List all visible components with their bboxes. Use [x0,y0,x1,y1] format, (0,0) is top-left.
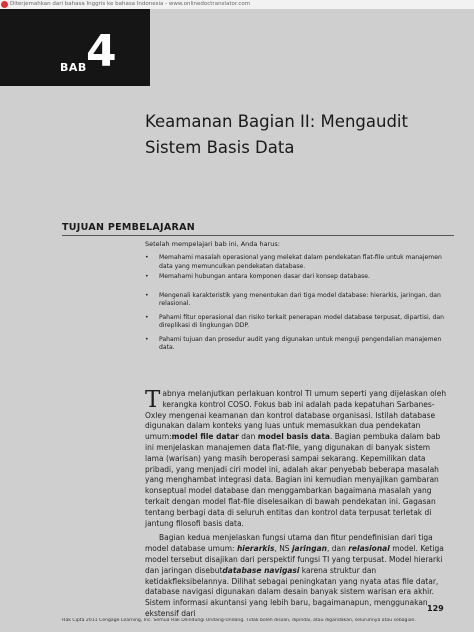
copyright-footer: Hak Cipta 2011 Cengage Learning, Inc. Semua Hak Dilindungi Undang-Undang. Tidak boleh disalin, dipindai, atau digandakan, seluruhnya atau sebagian. [62,618,416,623]
chapter-block [0,9,150,86]
p2-text: karena struktur dan ketidakfleksibelannya. Dilihat sebagai peningkatan yang nyata atas file datar, database navigasi digunakan dalam desain banyak sistem warisan era akhir. Sistem informasi akuntansi yang lebih baru, bagaimanapun, menggunakan ekstensif dari [145,565,439,618]
objectives-list [145,254,450,353]
translator-watermark [0,0,474,9]
objective-item [145,292,450,309]
p1-text: dan [238,432,258,442]
chapter-number: 4 [86,26,117,77]
p2-text: Bagian kedua menjelaskan fungsi utama dan fitur pendefinisian dari tiga model database umum: [145,533,433,554]
p2-text: model. Ketiga model tersebut disajikan dari perspektif fungsi TI yang terpusat. Model hierarki dan jaringan disebut [145,544,444,575]
drop-cap: T [145,387,161,413]
term-relational: relasional [348,544,390,554]
objective-item [145,273,450,282]
chapter-title: Keamanan Bagian II: Mengaudit Sistem Basis Data [145,112,408,157]
p1-text: . Bagian pembuka dalam bab ini menjelaskan manajemen data flat-file, yang digunakan di banyak sistem lama (warisan) yang masih beroperasi sampai sekarang. Kepemilikan data pribadi, yang menjadi ciri model ini, adalah akar penyebab beberapa masalah yang menghambat integrasi data. Bagian ini kemudian menyajikan gambaran konseptual model database dan menggambarkan bagaimana masalah yang terkait dengan model flat-file diselesaikan di bawah pendekatan ini. Gagasan tentang berbagi data di seluruh entitas dan kontrol data terpusat terletak di jantung filosofi basis data. [145,432,441,528]
bullet: • [145,335,149,343]
objective-text: Memahami masalah operasional yang melekat dalam pendekatan flat-file untuk manajemen data yang memunculkan pendekatan database. [159,254,442,270]
objectives-heading: TUJUAN PEMBELAJARAN [62,222,196,233]
bullet: • [145,313,149,321]
body-text [145,389,450,620]
bullet: • [145,291,149,299]
objective-item [145,254,450,271]
term-database-model: model basis data [257,432,330,442]
objective-item [145,336,450,353]
p2-text: , dan [326,544,349,554]
bullet: • [145,273,149,280]
term-flat-file-model: model file datar [171,432,239,442]
objectives-intro: Setelah mempelajari bab ini, Anda harus: [145,240,280,248]
objective-text: Memahami hubungan antara komponen dasar dari konsep database. [159,273,370,280]
term-hierarchical: hierarkis [236,544,275,554]
p2-text: , NS [274,544,292,554]
objective-text: Mengenali karakteristik yang menentukan dari tiga model database: hierarkis, jaringan, dan relasional. [159,291,441,307]
paragraph-1 [145,389,450,529]
translator-logo-icon [1,1,8,8]
page-number: 129 [427,604,444,613]
chapter-label: BAB [60,61,87,74]
objective-text: Pahami tujuan dan prosedur audit yang digunakan untuk menguji pengendalian manajemen data. [159,335,442,351]
p1-text: abnya melanjutkan perlakuan kontrol TI umum seperti yang dijelaskan oleh kerangka kontrol COSO. Fokus bab ini adalah pada kepatuhan Sarbanes-Oxley mengenai keamanan dan kontrol database organisasi. Istilah database digunakan dalam konteks yang luas untuk memasukkan dua pendekatan umum: [145,389,447,442]
term-navigational-database: database navigasi [222,565,300,575]
paragraph-2 [145,533,450,619]
term-network: jaringan [291,544,327,554]
bullet: • [145,254,149,261]
heading-divider [62,235,454,236]
objective-item [145,314,450,331]
watermark-text: Diterjemahkan dari bahasa Inggris ke bahasa Indonesia - www.onlinedoctranslator.com [10,1,251,7]
objective-text: Pahami fitur operasional dan risiko terkait penerapan model database terpusat, dipartisi, dan direplikasi di lingkungan DDP. [159,313,444,329]
